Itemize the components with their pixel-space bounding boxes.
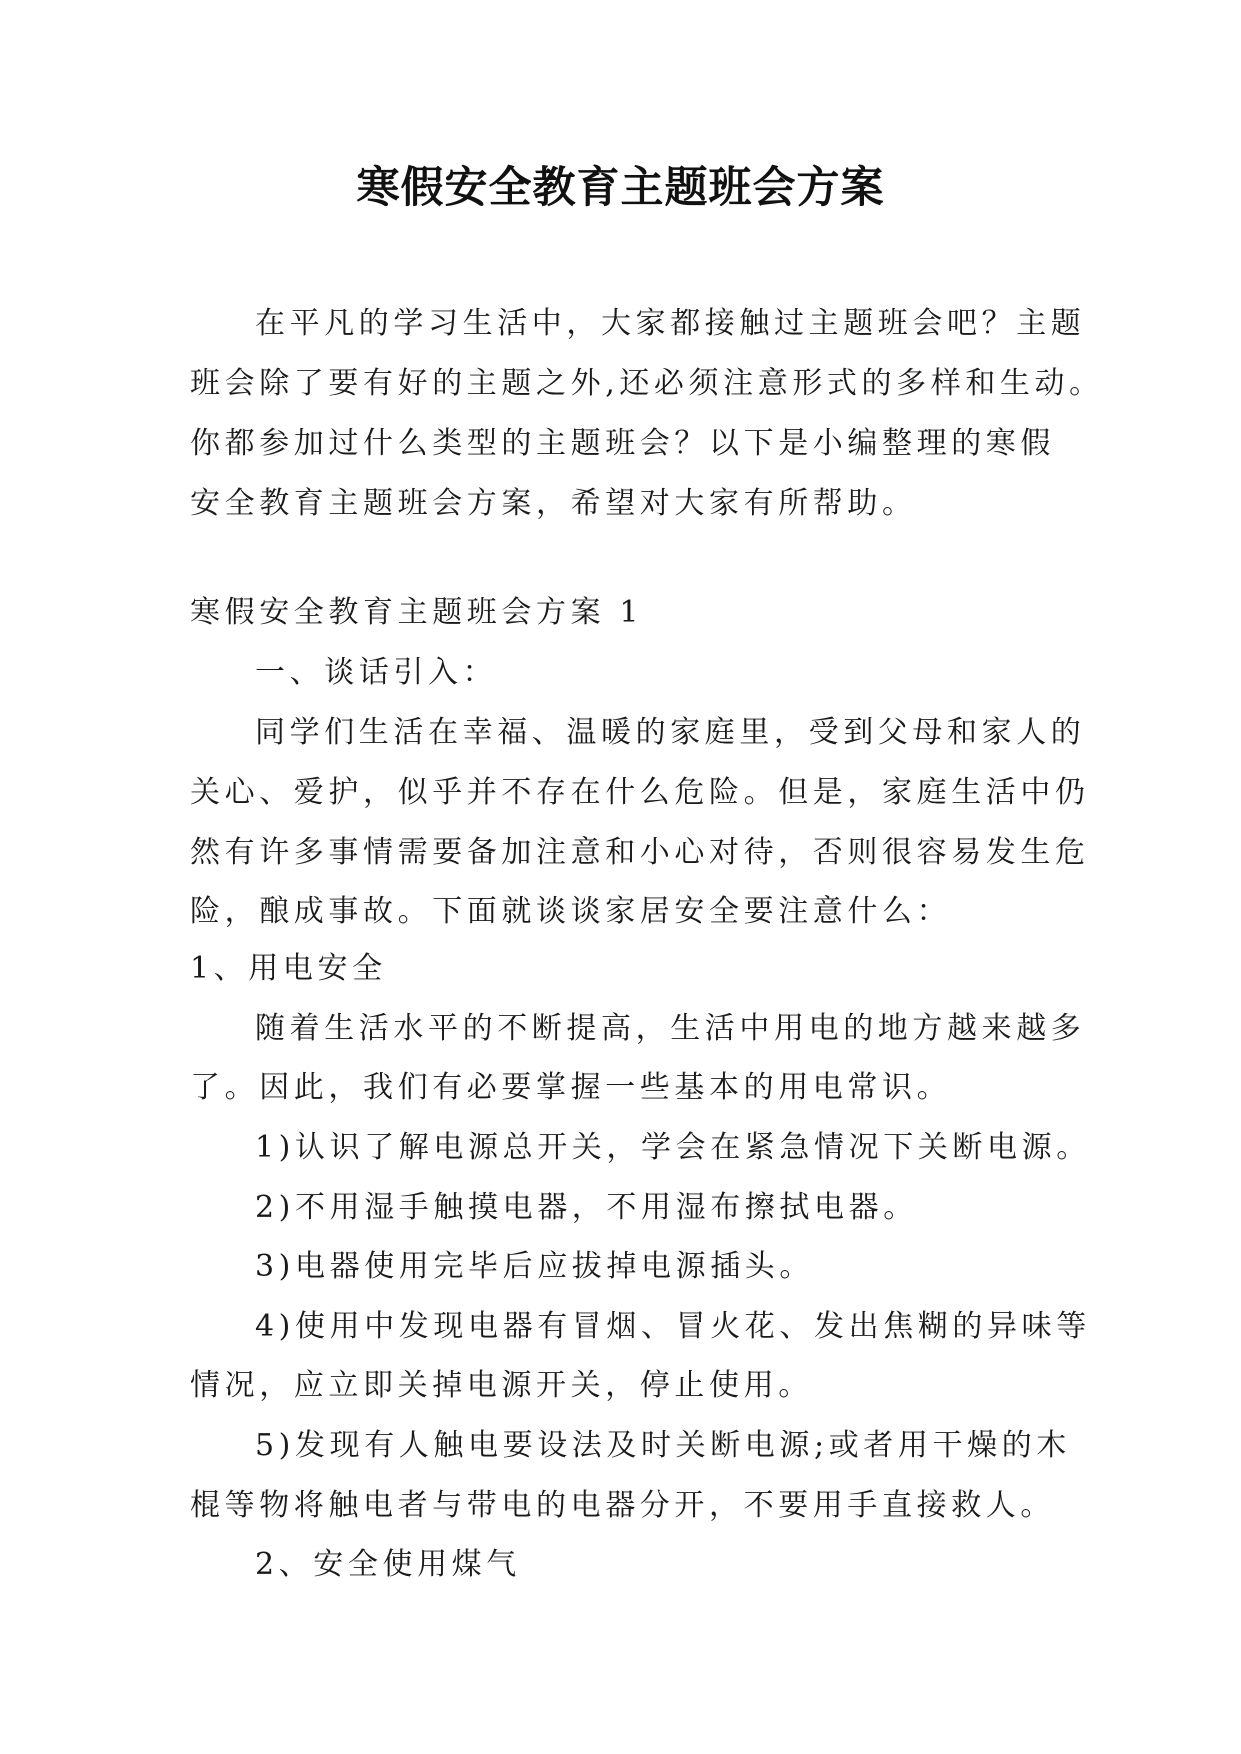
rule-line: 1)认识了解电源总开关，学会在紧急情况下关断电源。 (255, 1130, 1091, 1165)
rule-line: 3)电器使用完毕后应拔掉电源插头。 (255, 1249, 814, 1284)
intro-line: 你都参加过什么类型的主题班会？以下是小编整理的寒假 (190, 426, 1055, 461)
intro-line: 在平凡的学习生活中，大家都接触过主题班会吧？主题 (255, 306, 1086, 341)
rule-line: 5)发现有人触电要设法及时关断电源;或者用干燥的木 (255, 1428, 1071, 1463)
paragraph-line: 同学们生活在幸福、温暖的家庭里，受到父母和家人的 (255, 715, 1086, 750)
part-one-heading: 一、谈话引入： (255, 655, 498, 690)
paragraph-line: 险，酿成事故。下面就谈谈家居安全要注意什么： (190, 894, 952, 929)
rule-line: 棍等物将触电者与带电的电器分开，不要用手直接救人。 (190, 1488, 1055, 1523)
paragraph-line: 然有许多事情需要备加注意和小心对待，否则很容易发生危 (190, 835, 1090, 870)
paragraph-line: 关心、爱护，似乎并不存在什么危险。但是，家庭生活中仍 (190, 775, 1090, 810)
paragraph-line: 随着生活水平的不断提高，生活中用电的地方越来越多 (255, 1011, 1086, 1046)
rule-line: 2)不用湿手触摸电器，不用湿布擦拭电器。 (255, 1190, 918, 1225)
rule-line: 4)使用中发现电器有冒烟、冒火花、发出焦糊的异味等 (255, 1309, 1091, 1344)
item-two-heading: 2、安全使用煤气 (255, 1547, 521, 1582)
document-title: 寒假安全教育主题班会方案 (356, 163, 885, 213)
section-heading: 寒假安全教育主题班会方案 1 (190, 595, 644, 630)
intro-line: 安全教育主题班会方案，希望对大家有所帮助。 (190, 486, 917, 521)
rule-line: 情况，应立即关掉电源开关，停止使用。 (190, 1368, 813, 1403)
paragraph-line: 了。因此，我们有必要掌握一些基本的用电常识。 (190, 1070, 952, 1105)
item-one-heading: 1、用电安全 (190, 951, 387, 986)
intro-line: 班会除了要有好的主题之外,还必须注意形式的多样和生动。 (190, 366, 1104, 401)
